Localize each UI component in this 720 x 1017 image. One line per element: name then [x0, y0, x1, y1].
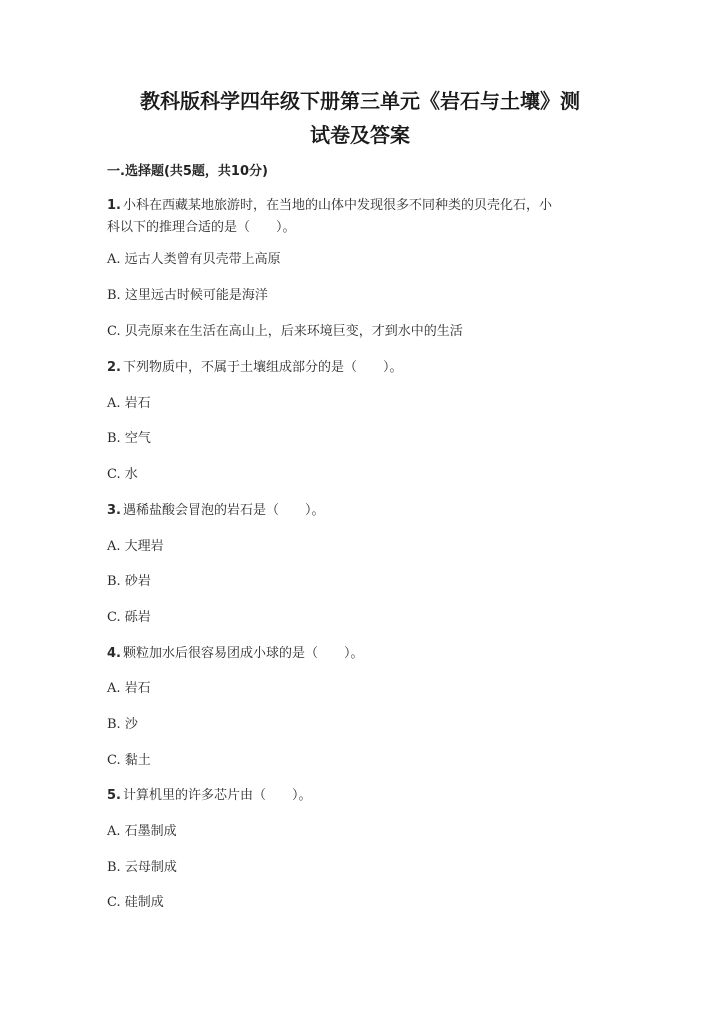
question-text: 下列物质中，不属于土壤组成部分的是（ ）。: [122, 360, 403, 375]
title-line-1: 教科版科学四年级下册第三单元《岩石与土壤》测: [140, 89, 580, 113]
question-2-option-b: B. 空气: [107, 431, 151, 446]
question-3-option-a: A. 大理岩: [107, 539, 164, 554]
question-2: [107, 357, 403, 379]
question-text: 颗粒加水后很容易团成小球的是（ ）。: [122, 646, 364, 661]
question-number: 1.: [107, 198, 121, 213]
question-2-option-a: A. 岩石: [107, 396, 151, 411]
question-1: [107, 195, 552, 217]
question-3-option-b: B. 砂岩: [107, 574, 151, 589]
title-line-2: 试卷及答案: [310, 123, 410, 147]
question-3-option-c: C. 砾岩: [107, 610, 151, 625]
question-4: [107, 643, 364, 665]
question-2-option-c: C. 水: [107, 467, 138, 482]
document-title: [90, 84, 630, 152]
question-3: [107, 500, 325, 522]
question-5: [107, 785, 312, 807]
question-4-option-b: B. 沙: [107, 717, 138, 732]
question-1-option-a: A. 远古人类曾有贝壳带上高原: [107, 252, 281, 267]
question-4-option-a: A. 岩石: [107, 681, 151, 696]
question-text: 小科在西藏某地旅游时，在当地的山体中发现很多不同种类的贝壳化石，小: [122, 198, 552, 213]
question-text: 遇稀盐酸会冒泡的岩石是（ ）。: [122, 503, 325, 518]
question-1-continuation: 科以下的推理合适的是（ ）。: [107, 220, 296, 235]
section-heading: 一.选择题(共5题，共10分): [107, 164, 268, 179]
question-number: 4.: [107, 646, 121, 661]
question-4-option-c: C. 黏土: [107, 753, 151, 768]
question-5-option-b: B. 云母制成: [107, 860, 177, 875]
question-1-option-b: B. 这里远古时候可能是海洋: [107, 288, 268, 303]
question-text: 计算机里的许多芯片由（ ）。: [122, 788, 312, 803]
question-1-option-c: C. 贝壳原来在生活在高山上，后来环境巨变，才到水中的生活: [107, 324, 463, 339]
question-number: 5.: [107, 788, 121, 803]
question-5-option-c: C. 硅制成: [107, 895, 164, 910]
question-number: 2.: [107, 360, 121, 375]
question-5-option-a: A. 石墨制成: [107, 824, 177, 839]
question-number: 3.: [107, 503, 121, 518]
